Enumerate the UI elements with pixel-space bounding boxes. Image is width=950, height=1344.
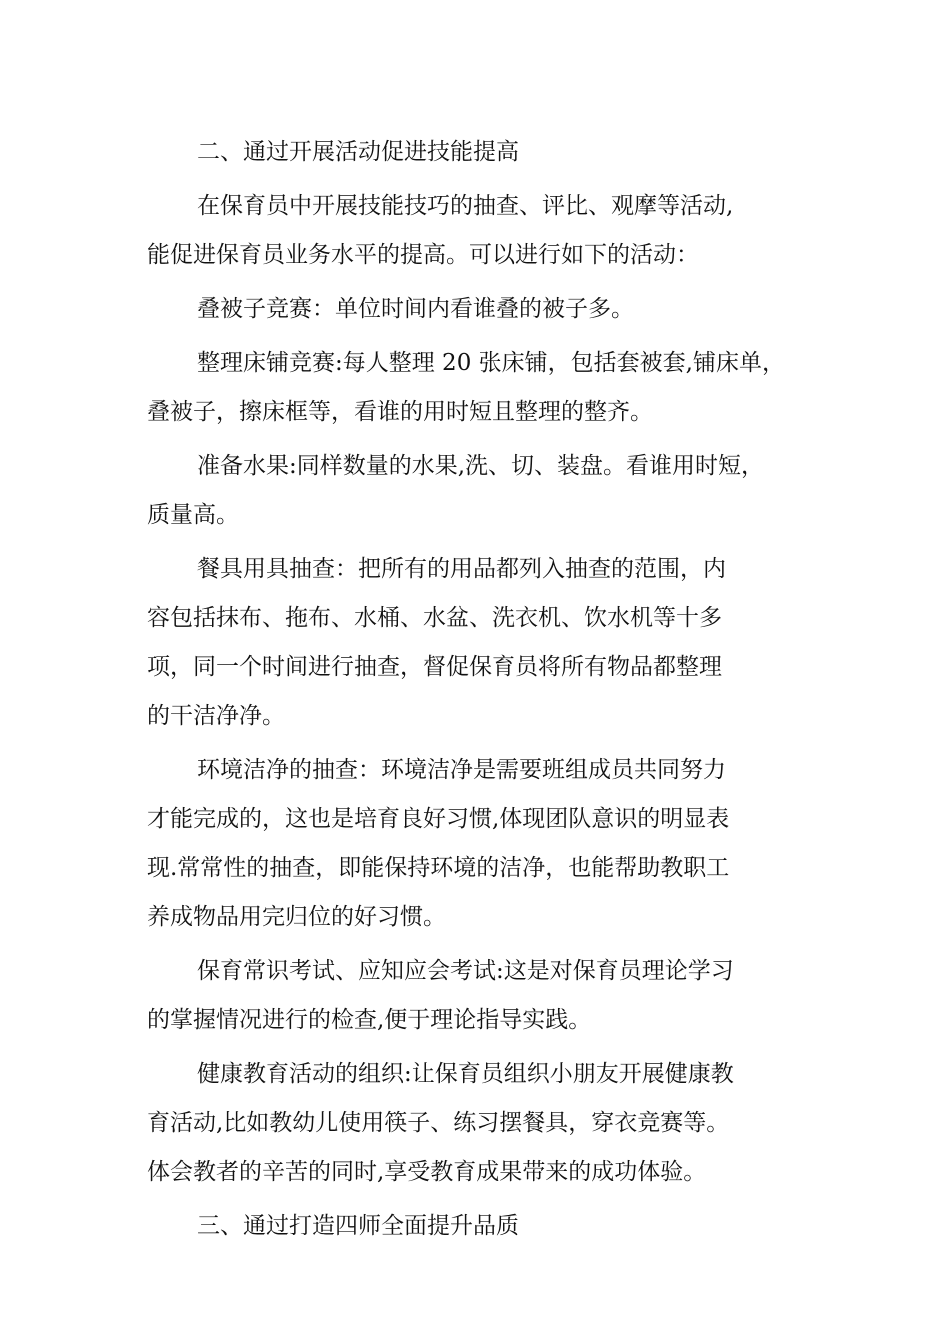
text-line: 项，同一个时间进行抽查，督促保育员将所有物品都整理 <box>147 654 722 680</box>
text-line: 环境洁净的抽查：环境洁净是需要班组成员共同努力 <box>197 757 726 783</box>
paragraph <box>147 1050 827 1197</box>
paragraph <box>147 442 827 540</box>
text-line: 二、通过开展活动促进技能提高 <box>197 139 519 165</box>
text-line: 的干洁净净。 <box>147 703 285 729</box>
text-line: 质量高。 <box>147 502 239 528</box>
text-line: 叠被子，擦床框等，看谁的用时短且整理的整齐。 <box>147 399 653 425</box>
text-line: 叠被子竞赛：单位时间内看谁叠的被子多。 <box>197 296 634 322</box>
text-line: 整理床铺竞赛:每人整理 20 张床铺，包括套被套,铺床单， <box>197 350 785 376</box>
section-heading <box>147 128 827 177</box>
text-line: 三、通过打造四师全面提升品质 <box>197 1213 519 1239</box>
text-line: 能促进保育员业务水平的提高。可以进行如下的活动： <box>147 242 699 268</box>
text-line: 现.常常性的抽查，即能保持环境的洁净，也能帮助教职工 <box>147 855 730 881</box>
text-line: 体会教者的辛苦的同时,享受教育成果带来的成功体验。 <box>147 1159 707 1185</box>
text-line: 健康教育活动的组织:让保育员组织小朋友开展健康教 <box>197 1061 734 1087</box>
paragraph <box>147 545 827 741</box>
section-heading <box>147 1202 827 1251</box>
text-line: 保育常识考试、应知应会考试:这是对保育员理论学习 <box>197 958 734 984</box>
document-body <box>147 128 827 1256</box>
paragraph <box>147 339 827 437</box>
text-line: 容包括抹布、拖布、水桶、水盆、洗衣机、饮水机等十多 <box>147 605 722 631</box>
text-line: 的掌握情况进行的检查,便于理论指导实践。 <box>147 1007 592 1033</box>
paragraph <box>147 285 827 334</box>
text-line: 育活动,比如教幼儿使用筷子、练习摆餐具，穿衣竞赛等。 <box>147 1110 730 1136</box>
text-line: 才能完成的，这也是培育良好习惯,体现团队意识的明显表 <box>147 806 730 832</box>
paragraph <box>147 947 827 1045</box>
text-line: 准备水果:同样数量的水果,洗、切、装盘。看谁用时短， <box>197 453 765 479</box>
paragraph <box>147 182 827 280</box>
text-line: 在保育员中开展技能技巧的抽查、评比、观摩等活动, <box>197 193 734 219</box>
paragraph <box>147 746 827 942</box>
text-line: 餐具用具抽查：把所有的用品都列入抽查的范围，内 <box>197 556 726 582</box>
text-line: 养成物品用完归位的好习惯。 <box>147 904 446 930</box>
